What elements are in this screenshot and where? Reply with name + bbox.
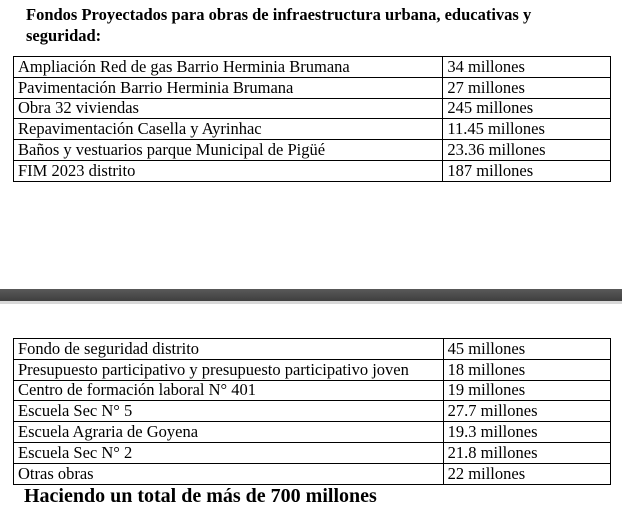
project-name-cell: Escuela Sec N° 2 <box>14 442 444 463</box>
page-divider-edge <box>0 301 622 304</box>
amount-cell: 27 millones <box>443 77 611 98</box>
amount-cell: 11.45 millones <box>443 119 611 140</box>
project-name-cell: Pavimentación Barrio Herminia Brumana <box>14 77 443 98</box>
project-name-cell: Presupuesto participativo y presupuesto participativo joven <box>14 359 444 380</box>
amount-cell: 19.3 millones <box>443 422 610 443</box>
amount-cell: 19 millones <box>443 380 610 401</box>
amount-cell: 23.36 millones <box>443 140 611 161</box>
project-name-cell: Repavimentación Casella y Ayrinhac <box>14 119 443 140</box>
amount-cell: 22 millones <box>443 463 610 484</box>
table-row <box>14 119 611 140</box>
project-name-cell: Fondo de seguridad distrito <box>14 339 444 360</box>
project-name-cell: Otras obras <box>14 463 444 484</box>
table-row <box>14 160 611 181</box>
table-row <box>14 77 611 98</box>
table-row <box>14 57 611 78</box>
amount-cell: 18 millones <box>443 359 610 380</box>
table-row <box>14 442 611 463</box>
project-name-cell: FIM 2023 distrito <box>14 160 443 181</box>
table-row <box>14 339 611 360</box>
project-name-cell: Escuela Sec N° 5 <box>14 401 444 422</box>
amount-cell: 245 millones <box>443 98 611 119</box>
education-security-funds-table <box>13 338 611 485</box>
amount-cell: 45 millones <box>443 339 610 360</box>
infrastructure-funds-table <box>13 56 611 182</box>
table-row <box>14 140 611 161</box>
table-row <box>14 380 611 401</box>
project-name-cell: Escuela Agraria de Goyena <box>14 422 444 443</box>
table-row <box>14 359 611 380</box>
amount-cell: 21.8 millones <box>443 442 610 463</box>
table-row <box>14 98 611 119</box>
project-name-cell: Obra 32 viviendas <box>14 98 443 119</box>
amount-cell: 27.7 millones <box>443 401 610 422</box>
project-name-cell: Ampliación Red de gas Barrio Herminia Brumana <box>14 57 443 78</box>
amount-cell: 34 millones <box>443 57 611 78</box>
page-divider <box>0 289 622 301</box>
table-row <box>14 463 611 484</box>
total-statement: Haciendo un total de más de 700 millones <box>24 485 377 507</box>
table-row <box>14 422 611 443</box>
table-row <box>14 401 611 422</box>
project-name-cell: Baños y vestuarios parque Municipal de Pigüé <box>14 140 443 161</box>
page-heading: Fondos Proyectados para obras de infraestructura urbana, educativas y seguridad: <box>26 5 532 45</box>
amount-cell: 187 millones <box>443 160 611 181</box>
project-name-cell: Centro de formación laboral N° 401 <box>14 380 444 401</box>
